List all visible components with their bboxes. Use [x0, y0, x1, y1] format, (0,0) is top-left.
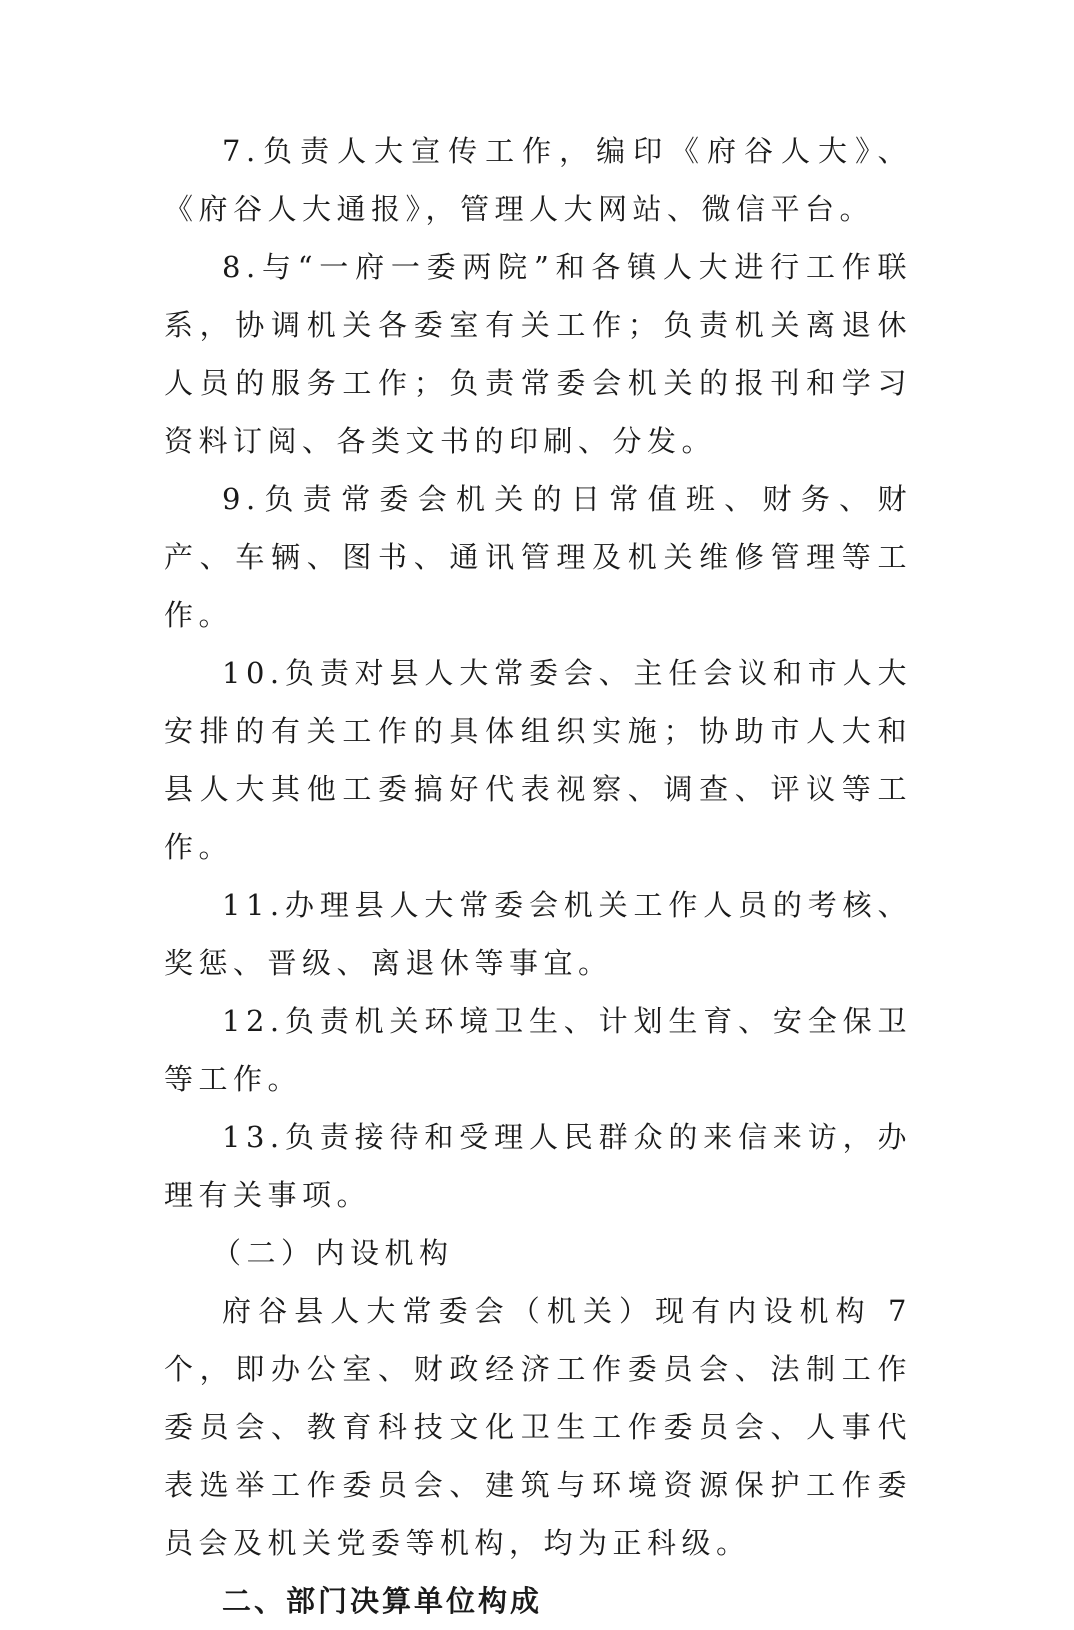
document-body: [164, 122, 912, 1630]
section-heading: 二、部门决算单位构成: [222, 1584, 543, 1618]
duty-item-11: 11.办理县人大常委会机关工作人员的考核、奖惩、晋级、离退休等事宜。: [164, 888, 912, 980]
duty-item-8: 8.与“一府一委两院”和各镇人大进行工作联系，协调机关各委室有关工作；负责机关离退休人员的服务工作；负责常委会机关的报刊和学习资料订阅、各类文书的印刷、分发。: [164, 250, 912, 458]
internal-structure-paragraph: 府谷县人大常委会（机关）现有内设机构 7 个，即办公室、财政经济工作委员会、法制工作委员会、教育科技文化卫生工作委员会、人事代表选举工作委员会、建筑与环境资源保护工作委员会及机关党委等机构，均为正科级。: [164, 1294, 912, 1560]
duty-item-7: 7.负责人大宣传工作，编印《府谷人大》、《府谷人大通报》，管理人大网站、微信平台。: [164, 134, 912, 226]
internal-structure-subheading: （二）内设机构: [212, 1236, 454, 1270]
duty-item-10: 10.负责对县人大常委会、主任会议和市人大安排的有关工作的具体组织实施；协助市人大和县人大其他工委搞好代表视察、调查、评议等工作。: [164, 656, 912, 864]
duty-item-13: 13.负责接待和受理人民群众的来信来访，办理有关事项。: [164, 1120, 912, 1212]
duty-item-9: 9.负责常委会机关的日常值班、财务、财产、车辆、图书、通讯管理及机关维修管理等工作。: [164, 482, 912, 632]
duty-item-12: 12.负责机关环境卫生、计划生育、安全保卫等工作。: [164, 1004, 912, 1096]
